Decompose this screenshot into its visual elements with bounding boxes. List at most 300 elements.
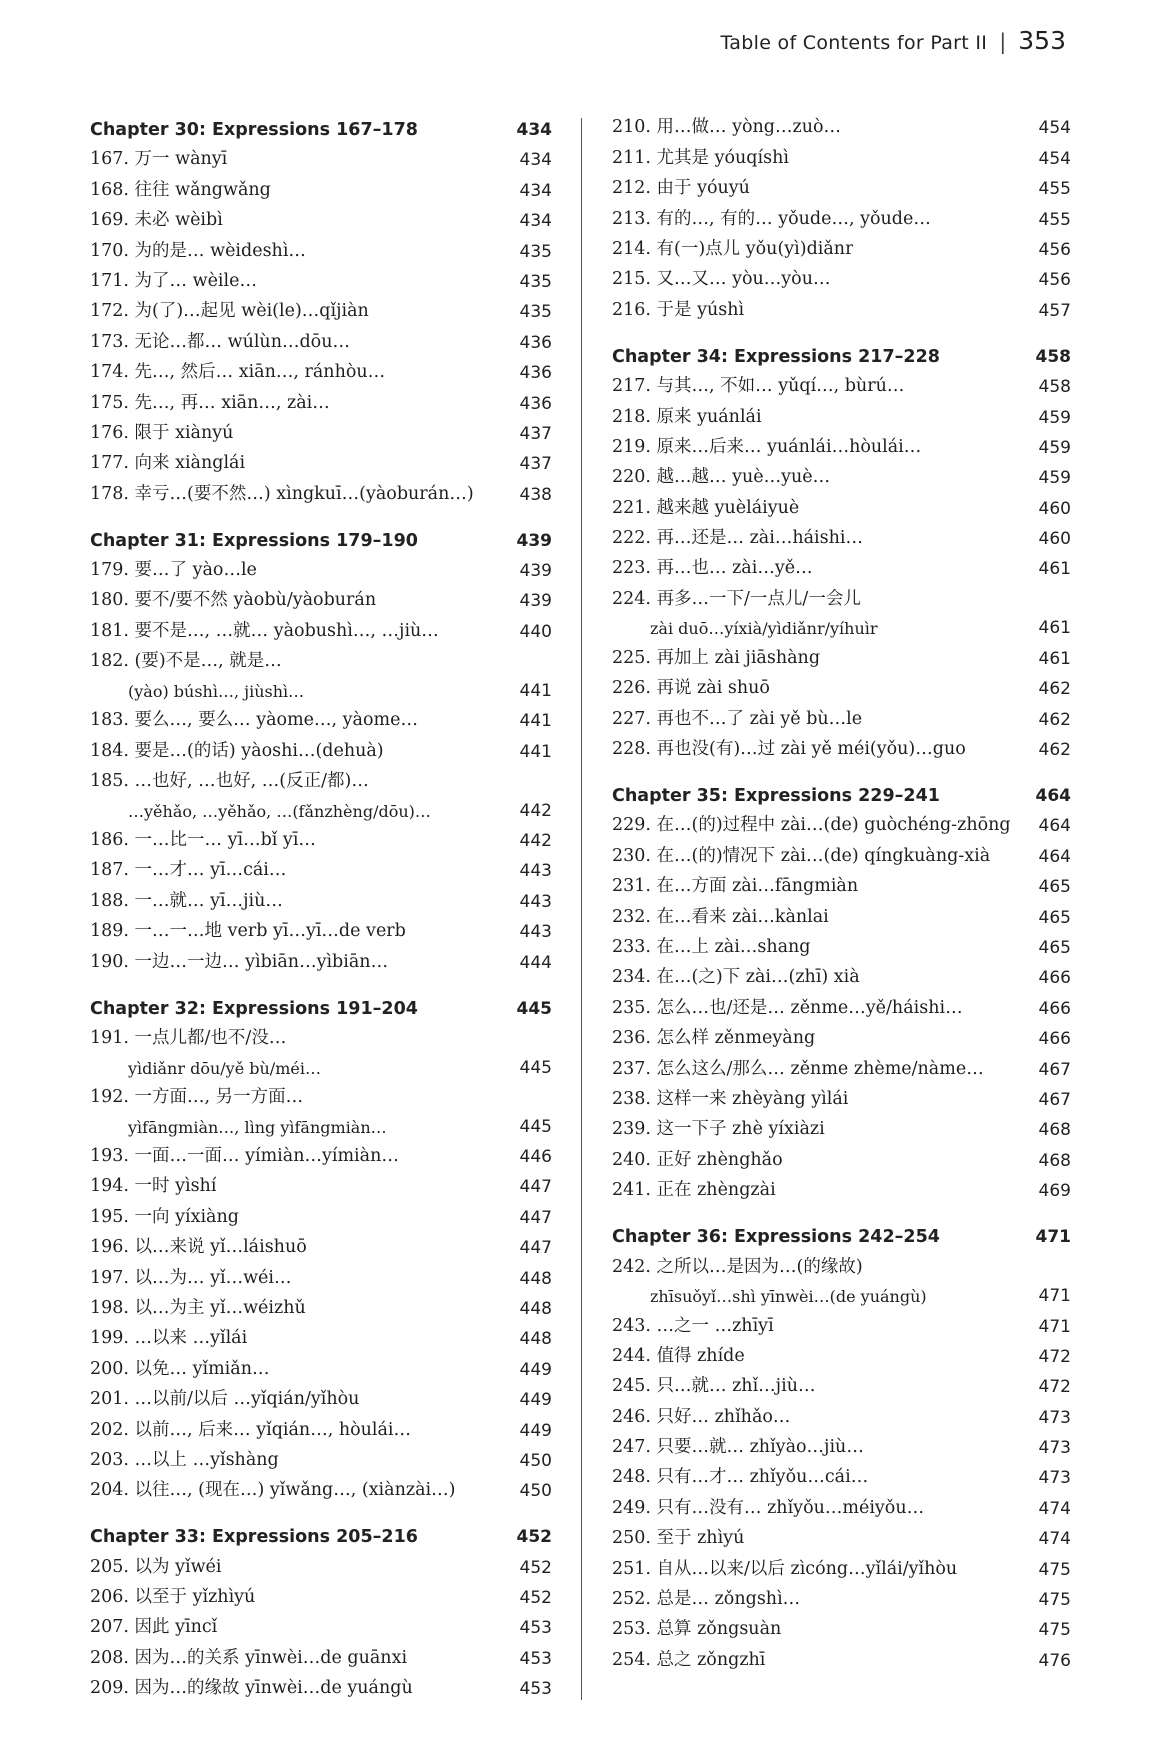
toc-entry[interactable]: [90, 701, 552, 731]
toc-entry[interactable]: [612, 108, 1071, 138]
toc-entry-text: 174. 先…, 然后… xiān…, ránhòu…: [90, 362, 386, 383]
chapter-title: Chapter 31: Expressions 179–190: [90, 530, 418, 551]
toc-entry[interactable]: [612, 549, 1071, 579]
toc-entry-page: 461: [1038, 618, 1071, 639]
toc-entry-text: 218. 原来 yuánlái: [612, 406, 762, 427]
toc-entry-text: 242. 之所以…是因为…(的缘故): [612, 1256, 863, 1277]
chapter-heading[interactable]: [90, 519, 552, 551]
toc-entry-page: 475: [1038, 1620, 1071, 1641]
toc-entry-text: 243. …之一 …zhīyī: [612, 1315, 774, 1336]
toc-entry[interactable]: [612, 806, 1071, 836]
toc-entry-text: 207. 因此 yīncǐ: [90, 1617, 218, 1638]
toc-entry-page: 445: [519, 1116, 552, 1137]
toc-entry[interactable]: [90, 1669, 552, 1699]
toc-entry-page: 443: [519, 891, 552, 912]
toc-entry-page: 452: [519, 1588, 552, 1609]
toc-entry-pinyin: yìdiǎnr dōu/yě bù/méi…: [128, 1058, 321, 1078]
toc-entry-page: 455: [1038, 209, 1071, 230]
toc-entry[interactable]: [90, 170, 552, 200]
toc-entry-page: 436: [519, 332, 552, 353]
toc-entry[interactable]: [612, 1610, 1071, 1640]
toc-entry[interactable]: [90, 140, 552, 170]
toc-entry-page: 436: [519, 363, 552, 384]
toc-entry-text: 185. …也好, …也好, …(反正/都)…: [90, 771, 369, 792]
toc-entry-text: 239. 这一下子 zhè yíxiàzi: [612, 1119, 825, 1140]
toc-entry-text: 209. 因为…的缘故 yīnwèi…de yuángù: [90, 1678, 413, 1699]
toc-entry-page: 453: [519, 1648, 552, 1669]
toc-entry-text: 192. 一方面…, 另一方面…: [90, 1086, 304, 1107]
toc-entry[interactable]: [90, 1137, 552, 1167]
toc-entry-page: 468: [1038, 1150, 1071, 1171]
toc-entry[interactable]: [612, 699, 1071, 729]
toc-entry-text: 179. 要…了 yào…le: [90, 560, 257, 581]
toc-entry[interactable]: [90, 642, 552, 701]
toc-entry-text: 214. 有(一)点儿 yǒu(yì)diǎnr: [612, 238, 854, 259]
chapter-heading[interactable]: [612, 774, 1071, 806]
toc-entry[interactable]: [612, 397, 1071, 427]
toc-entry[interactable]: [612, 458, 1071, 488]
toc-entry-page: 464: [1038, 816, 1071, 837]
toc-entry-line2: [90, 792, 552, 821]
toc-entry-page: 435: [519, 271, 552, 292]
toc-entry-pinyin: zài duō…yíxià/yìdiǎnr/yíhuìr: [650, 619, 878, 639]
toc-entry-text: 240. 正好 zhènghǎo: [612, 1149, 783, 1170]
toc-entry[interactable]: [612, 230, 1071, 260]
toc-entry[interactable]: [612, 1519, 1071, 1549]
toc-entry[interactable]: [612, 1019, 1071, 1049]
toc-entry-page: 467: [1038, 1089, 1071, 1110]
toc-entry-page: 465: [1038, 907, 1071, 928]
toc-entry[interactable]: [90, 1078, 552, 1137]
toc-entry-page: 437: [519, 454, 552, 475]
toc-entry-text: 176. 限于 xiànyú: [90, 422, 234, 443]
chapter-title: Chapter 32: Expressions 191–204: [90, 998, 418, 1019]
toc-entry-page: 434: [519, 211, 552, 232]
toc-entry-text: 206. 以至于 yǐzhìyú: [90, 1587, 256, 1608]
toc-entry-text: 241. 正在 zhèngzài: [612, 1180, 776, 1201]
toc-entry[interactable]: [90, 1380, 552, 1410]
column-divider: [581, 118, 582, 1700]
toc-entry[interactable]: [90, 353, 552, 383]
toc-entry[interactable]: [90, 1167, 552, 1197]
toc-entry-text: 246. 只好… zhǐhǎo…: [612, 1406, 791, 1427]
toc-entry-text: 245. 只…就… zhǐ…jiù…: [612, 1376, 816, 1397]
toc-entry-text: 181. 要不是…, …就… yàobushì…, …jiù…: [90, 620, 439, 641]
toc-entry-pinyin: …yěhǎo, …yěhǎo, …(fǎnzhèng/dōu)…: [128, 801, 431, 821]
toc-entry-text: 205. 以为 yǐwéi: [90, 1556, 222, 1577]
toc-entry-page: 449: [519, 1390, 552, 1411]
toc-entry-page: 439: [519, 591, 552, 612]
toc-entry-text: 249. 只有…没有… zhǐyǒu…méiyǒu…: [612, 1497, 925, 1518]
toc-entry-page: 436: [519, 393, 552, 414]
toc-entry[interactable]: [612, 730, 1071, 760]
toc-entry[interactable]: [612, 519, 1071, 549]
toc-entry[interactable]: [90, 1638, 552, 1668]
toc-entry[interactable]: [612, 199, 1071, 229]
toc-entry[interactable]: [612, 1171, 1071, 1201]
toc-entry[interactable]: [90, 1258, 552, 1288]
toc-entry[interactable]: [612, 1337, 1071, 1367]
toc-entry[interactable]: [90, 414, 552, 444]
toc-entry-page: 466: [1038, 998, 1071, 1019]
toc-entry[interactable]: [612, 1397, 1071, 1427]
toc-entry[interactable]: [612, 1367, 1071, 1397]
chapter-heading[interactable]: [612, 1215, 1071, 1247]
toc-entry[interactable]: [612, 897, 1071, 927]
toc-entry[interactable]: [612, 958, 1071, 988]
toc-entry[interactable]: [612, 1640, 1071, 1670]
toc-entry[interactable]: [90, 1228, 552, 1258]
toc-entry-page: 462: [1038, 709, 1071, 730]
chapter-heading[interactable]: [90, 1515, 552, 1547]
toc-entry-text: 198. 以…为主 yǐ…wéizhǔ: [90, 1297, 306, 1318]
toc-entry[interactable]: [90, 1547, 552, 1577]
toc-entry[interactable]: [90, 1349, 552, 1379]
toc-entry[interactable]: [90, 1471, 552, 1501]
toc-entry-page: 455: [1038, 179, 1071, 200]
toc-entry-text: 216. 于是 yúshì: [612, 299, 745, 320]
toc-entry-page: 465: [1038, 937, 1071, 958]
toc-entry-text: 254. 总之 zǒngzhī: [612, 1649, 766, 1670]
chapter-title: Chapter 33: Expressions 205–216: [90, 1527, 418, 1548]
toc-entry-text: 222. 再…还是… zài…háishi…: [612, 528, 863, 549]
toc-entry[interactable]: [612, 290, 1071, 320]
toc-entry-page: 473: [1038, 1407, 1071, 1428]
toc-entry-page: 450: [519, 1450, 552, 1471]
toc-entry-text: 203. …以上 …yǐshàng: [90, 1449, 279, 1470]
toc-entry[interactable]: [612, 988, 1071, 1018]
toc-entry-page: 448: [519, 1329, 552, 1350]
toc-entry-text: 190. 一边…一边… yìbiān…yìbiān…: [90, 951, 389, 972]
toc-entry-text: 183. 要么…, 要么… yàome…, yàome…: [90, 710, 418, 731]
toc-entry-text: 200. 以免… yǐmiǎn…: [90, 1358, 270, 1379]
toc-entry-line2: [90, 672, 552, 701]
toc-entry-text: 194. 一时 yìshí: [90, 1176, 217, 1197]
toc-entry-text: 233. 在…上 zài…shang: [612, 936, 811, 957]
toc-entry-page: 450: [519, 1481, 552, 1502]
toc-entry[interactable]: [612, 428, 1071, 458]
toc-entry-page: 456: [1038, 270, 1071, 291]
toc-entry[interactable]: [90, 551, 552, 581]
toc-entry-page: 467: [1038, 1059, 1071, 1080]
toc-entry-page: 442: [519, 831, 552, 852]
chapter-heading[interactable]: [90, 108, 552, 140]
toc-entry[interactable]: [90, 383, 552, 413]
toc-entry-page: 474: [1038, 1529, 1071, 1550]
running-head-title: Table of Contents for Part II: [720, 32, 988, 54]
toc-entry-text: 224. 再多…一下/一点儿/一会儿: [612, 588, 861, 609]
toc-entry-page: 462: [1038, 740, 1071, 761]
toc-entry-page: 473: [1038, 1468, 1071, 1489]
toc-entry[interactable]: [90, 1410, 552, 1440]
toc-entry[interactable]: [612, 1580, 1071, 1610]
page-number: 353: [1018, 26, 1066, 55]
toc-entry-text: 247. 只要…就… zhǐyào…jiù…: [612, 1437, 864, 1458]
toc-entry-page: 438: [519, 484, 552, 505]
toc-entry-text: 171. 为了… wèile…: [90, 270, 257, 291]
chapter-page: 471: [1035, 1227, 1071, 1248]
toc-entry-page: 446: [519, 1146, 552, 1167]
toc-entry[interactable]: [90, 581, 552, 611]
toc-entry[interactable]: [612, 260, 1071, 290]
chapter-page: 445: [516, 998, 552, 1019]
toc-entry-text: 184. 要是…(的话) yàoshi…(dehuà): [90, 740, 384, 761]
toc-entry-page: 435: [519, 241, 552, 262]
toc-entry[interactable]: [90, 912, 552, 942]
toc-entry-text: 168. 往往 wǎngwǎng: [90, 179, 271, 200]
toc-entry[interactable]: [612, 1458, 1071, 1488]
toc-entry-page: 461: [1038, 648, 1071, 669]
toc-entry-page: 447: [519, 1238, 552, 1259]
toc-entry-text: 237. 怎么这么/那么… zěnme zhème/nàme…: [612, 1058, 984, 1079]
toc-entry-page: 434: [519, 150, 552, 171]
toc-entry-text: 229. 在…(的)过程中 zài…(de) guòchéng-zhōng: [612, 815, 1011, 836]
toc-entry-page: 453: [519, 1679, 552, 1700]
toc-entry-page: 457: [1038, 300, 1071, 321]
toc-entry-page: 475: [1038, 1590, 1071, 1611]
toc-entry-text: 170. 为的是… wèideshì…: [90, 240, 306, 261]
toc-entry-line2: [90, 1108, 552, 1137]
toc-entry[interactable]: [612, 488, 1071, 518]
toc-entry[interactable]: [90, 322, 552, 352]
toc-entry-line2: [612, 610, 1071, 639]
chapter-page: 464: [1035, 786, 1071, 807]
toc-entry-text: 195. 一向 yíxiàng: [90, 1206, 239, 1227]
toc-entry-page: 475: [1038, 1559, 1071, 1580]
toc-entry[interactable]: [90, 444, 552, 474]
toc-entry-page: 454: [1038, 148, 1071, 169]
toc-entry-page: 442: [519, 800, 552, 821]
toc-entry[interactable]: [90, 1289, 552, 1319]
toc-entry-text: 251. 自从…以来/以后 zìcóng…yǐlái/yǐhòu: [612, 1558, 958, 1579]
toc-entry-line1: [612, 1247, 1071, 1277]
toc-entry-page: 465: [1038, 877, 1071, 898]
toc-entry[interactable]: [612, 1306, 1071, 1336]
toc-entry-text: 226. 再说 zài shuō: [612, 678, 770, 699]
toc-entry-text: 213. 有的…, 有的… yǒude…, yǒude…: [612, 208, 931, 229]
toc-entry-page: 459: [1038, 468, 1071, 489]
toc-entry[interactable]: [612, 928, 1071, 958]
toc-entry-text: 250. 至于 zhìyú: [612, 1528, 745, 1549]
toc-entry-page: 448: [519, 1298, 552, 1319]
toc-entry-page: 443: [519, 861, 552, 882]
toc-entry[interactable]: [90, 731, 552, 761]
toc-entry[interactable]: [90, 231, 552, 261]
toc-entry[interactable]: [612, 1488, 1071, 1518]
toc-entry-page: 435: [519, 302, 552, 323]
toc-entry-page: 434: [519, 180, 552, 201]
toc-entry[interactable]: [90, 881, 552, 911]
chapter-title: Chapter 34: Expressions 217–228: [612, 346, 940, 367]
toc-entry-text: 235. 怎么…也/还是… zěnme…yě/háishi…: [612, 997, 963, 1018]
chapter-page: 458: [1035, 346, 1071, 367]
toc-entry[interactable]: [90, 474, 552, 504]
toc-entry-text: 225. 再加上 zài jiāshàng: [612, 647, 821, 668]
toc-entry-page: 471: [1038, 1286, 1071, 1307]
toc-entry-line1: [90, 1019, 552, 1049]
toc-entry[interactable]: [612, 138, 1071, 168]
toc-entry-text: 215. 又…又… yòu…yòu…: [612, 269, 831, 290]
toc-entry[interactable]: [90, 851, 552, 881]
toc-entry-page: 444: [519, 952, 552, 973]
toc-entry-page: 471: [1038, 1316, 1071, 1337]
toc-entry-page: 454: [1038, 118, 1071, 139]
toc-entry-page: 459: [1038, 437, 1071, 458]
toc-entry-pinyin: yìfāngmiàn…, lìng yìfāngmiàn…: [128, 1117, 387, 1137]
toc-entry[interactable]: [90, 292, 552, 322]
chapter-title: Chapter 35: Expressions 229–241: [612, 786, 940, 807]
toc-entry-text: 178. 幸亏…(要不然…) xìngkuī…(yàoburán…): [90, 483, 474, 504]
chapter-heading[interactable]: [612, 335, 1071, 367]
toc-entry[interactable]: [612, 1080, 1071, 1110]
toc-entry-text: 202. 以前…, 后来… yǐqián…, hòulái…: [90, 1419, 412, 1440]
toc-entry-text: 248. 只有…才… zhǐyǒu…cái…: [612, 1467, 869, 1488]
toc-entry-text: 236. 怎么样 zěnmeyàng: [612, 1028, 816, 1049]
toc-entry-line2: [612, 1278, 1071, 1307]
toc-entry[interactable]: [90, 1608, 552, 1638]
toc-entry-page: 448: [519, 1268, 552, 1289]
toc-entry-page: 441: [519, 680, 552, 701]
toc-entry-page: 447: [519, 1177, 552, 1198]
toc-entry[interactable]: [612, 579, 1071, 638]
toc-entry[interactable]: [612, 867, 1071, 897]
toc-entry-pinyin: (yào) búshì…, jiùshì…: [128, 681, 305, 701]
toc-column-right: [612, 108, 1071, 1671]
toc-entry[interactable]: [90, 942, 552, 972]
toc-entry-page: 453: [519, 1618, 552, 1639]
toc-entry-page: 452: [519, 1557, 552, 1578]
toc-entry-text: 196. 以…来说 yǐ…láishuō: [90, 1237, 307, 1258]
chapter-page: 452: [516, 1527, 552, 1548]
toc-entry-text: 210. 用…做… yòng…zuò…: [612, 117, 842, 138]
toc-entry-page: 474: [1038, 1498, 1071, 1519]
toc-entry-text: 223. 再…也… zài…yě…: [612, 558, 813, 579]
toc-entry[interactable]: [612, 836, 1071, 866]
toc-entry-text: 234. 在…(之)下 zài…(zhī) xià: [612, 967, 860, 988]
toc-entry[interactable]: [90, 201, 552, 231]
toc-entry[interactable]: [90, 762, 552, 821]
toc-entry-text: 175. 先…, 再… xiān…, zài…: [90, 392, 330, 413]
toc-entry-page: 445: [519, 1057, 552, 1078]
toc-entry-text: 221. 越来越 yuèláiyuè: [612, 497, 800, 518]
toc-entry-page: 458: [1038, 377, 1071, 398]
toc-entry-page: 476: [1038, 1650, 1071, 1671]
toc-entry[interactable]: [90, 1578, 552, 1608]
toc-column-left: [90, 108, 552, 1699]
toc-entry-text: 252. 总是… zǒngshì…: [612, 1589, 801, 1610]
toc-entry-text: 220. 越…越… yuè…yuè…: [612, 467, 831, 488]
toc-entry-page: 466: [1038, 968, 1071, 989]
toc-entry-page: 441: [519, 741, 552, 762]
toc-entry[interactable]: [612, 638, 1071, 668]
toc-entry[interactable]: [612, 1110, 1071, 1140]
toc-entry-text: 208. 因为…的关系 yīnwèi…de guānxi: [90, 1647, 408, 1668]
toc-entry-text: 227. 再也不…了 zài yě bù…le: [612, 708, 863, 729]
toc-entry[interactable]: [612, 1549, 1071, 1579]
toc-entry-text: 169. 未必 wèibì: [90, 210, 223, 231]
toc-entry-line1: [612, 579, 1071, 609]
toc-entry-line1: [90, 642, 552, 672]
toc-entry-text: 182. (要)不是…, 就是…: [90, 651, 282, 672]
toc-entry-text: 228. 再也没(有)…过 zài yě méi(yǒu)…guo: [612, 739, 966, 760]
toc-entry[interactable]: [90, 262, 552, 292]
toc-entry-line1: [90, 1078, 552, 1108]
toc-entry-text: 204. 以往…, (现在…) yǐwǎng…, (xiànzài…): [90, 1480, 456, 1501]
toc-entry-text: 217. 与其…, 不如… yǔqí…, bùrú…: [612, 376, 905, 397]
toc-entry-text: 187. 一…才… yī…cái…: [90, 860, 287, 881]
toc-entry[interactable]: [90, 1319, 552, 1349]
toc-entry-page: 449: [519, 1359, 552, 1380]
toc-entry-text: 244. 值得 zhíde: [612, 1345, 745, 1366]
toc-entry-page: 460: [1038, 498, 1071, 519]
toc-entry-text: 211. 尤其是 yóuqíshì: [612, 147, 789, 168]
toc-entry-pinyin: zhīsuǒyǐ…shì yīnwèi…(de yuángù): [650, 1287, 927, 1307]
toc-entry-page: 468: [1038, 1120, 1071, 1141]
toc-entry-page: 440: [519, 621, 552, 642]
toc-entry[interactable]: [612, 367, 1071, 397]
toc-entry-text: 219. 原来…后来… yuánlái…hòulái…: [612, 436, 922, 457]
toc-entry[interactable]: [612, 1428, 1071, 1458]
chapter-title: Chapter 30: Expressions 167–178: [90, 120, 418, 140]
chapter-heading[interactable]: [90, 987, 552, 1019]
toc-entry[interactable]: [90, 1019, 552, 1078]
toc-entry-text: 180. 要不/要不然 yàobù/yàoburán: [90, 590, 377, 611]
toc-entry-page: 461: [1038, 559, 1071, 580]
toc-entry-page: 437: [519, 423, 552, 444]
toc-entry-page: 464: [1038, 846, 1071, 867]
toc-entry-page: 439: [519, 561, 552, 582]
toc-entry-text: 230. 在…(的)情况下 zài…(de) qíngkuàng-xià: [612, 845, 991, 866]
toc-entry-text: 167. 万一 wànyī: [90, 149, 228, 170]
chapter-title: Chapter 36: Expressions 242–254: [612, 1227, 940, 1248]
toc-entry-page: 462: [1038, 679, 1071, 700]
toc-entry-text: 197. 以…为… yǐ…wéi…: [90, 1267, 292, 1288]
toc-entry-text: 212. 由于 yóuyú: [612, 178, 750, 199]
toc-entry[interactable]: [90, 611, 552, 641]
toc-entry-text: 199. …以来 …yǐlái: [90, 1328, 248, 1349]
toc-entry-text: 231. 在…方面 zài…fāngmiàn: [612, 876, 859, 897]
chapter-page: 439: [516, 530, 552, 551]
toc-entry[interactable]: [612, 669, 1071, 699]
toc-entry[interactable]: [90, 1441, 552, 1471]
toc-entry-line2: [90, 1049, 552, 1078]
toc-entry-text: 173. 无论…都… wúlùn…dōu…: [90, 331, 350, 352]
toc-entry[interactable]: [612, 1247, 1071, 1306]
toc-entry[interactable]: [612, 1140, 1071, 1170]
toc-entry-text: 193. 一面…一面… yímiàn…yímiàn…: [90, 1145, 399, 1166]
toc-entry-page: 460: [1038, 529, 1071, 550]
toc-entry-page: 469: [1038, 1181, 1071, 1202]
toc-entry[interactable]: [612, 1049, 1071, 1079]
toc-entry-page: 456: [1038, 239, 1071, 260]
toc-entry-page: 447: [519, 1207, 552, 1228]
toc-entry-text: 188. 一…就… yī…jiù…: [90, 890, 283, 911]
toc-entry-text: 253. 总算 zǒngsuàn: [612, 1619, 782, 1640]
toc-entry[interactable]: [90, 821, 552, 851]
toc-entry-page: 441: [519, 711, 552, 732]
running-head-separator: |: [999, 30, 1007, 54]
toc-entry-page: 443: [519, 922, 552, 943]
chapter-page: 434: [516, 120, 552, 140]
toc-entry-page: 449: [519, 1420, 552, 1441]
toc-entry-text: 177. 向来 xiànglái: [90, 453, 246, 474]
running-head: [721, 26, 1066, 62]
toc-entry-text: 238. 这样一来 zhèyàng yìlái: [612, 1088, 849, 1109]
toc-entry-page: 466: [1038, 1029, 1071, 1050]
toc-entry[interactable]: [612, 169, 1071, 199]
toc-entry-text: 189. 一…一…地 verb yī…yī…de verb: [90, 921, 406, 942]
toc-entry[interactable]: [90, 1197, 552, 1227]
